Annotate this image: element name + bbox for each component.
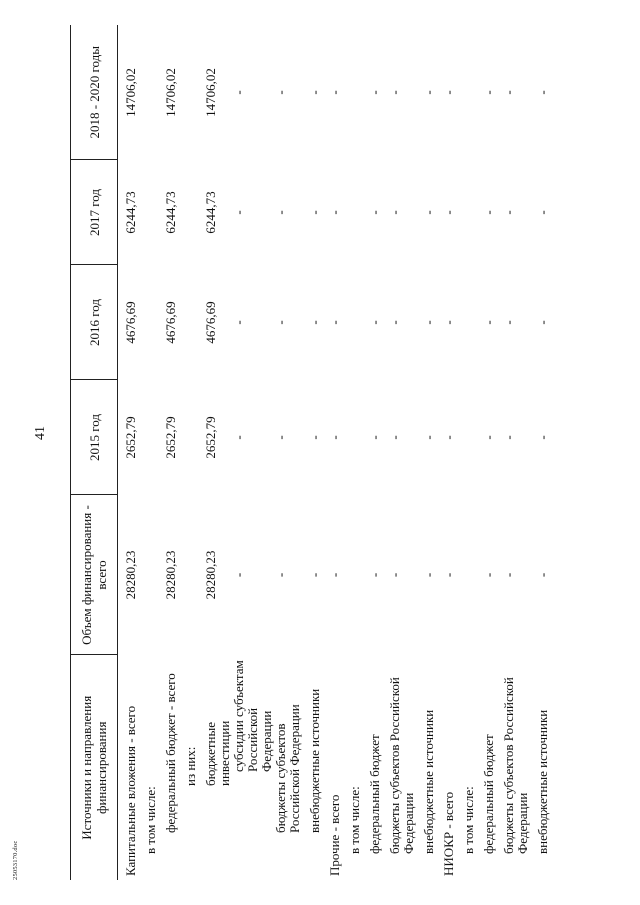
header-total-volume: Объем финансирования - всего — [71, 495, 118, 655]
row-value: - — [421, 90, 436, 95]
row-label-text: бюджетные инвестиции — [203, 720, 232, 786]
row-value: - — [387, 90, 402, 95]
row-value: 2652,79 — [203, 416, 218, 459]
row-label-text: в том числе: — [461, 786, 476, 854]
row-value — [184, 25, 204, 160]
table-row — [308, 25, 328, 880]
row-value — [348, 160, 368, 265]
table-row — [388, 25, 422, 880]
row-value: - — [441, 435, 456, 440]
row-value — [144, 380, 164, 495]
row-label-text: в том числе: — [347, 786, 362, 854]
row-label — [348, 655, 368, 880]
row-value: - — [441, 572, 456, 578]
row-label — [328, 655, 348, 880]
header-2016: 2016 год — [71, 265, 118, 380]
table-row — [118, 25, 145, 880]
row-label — [388, 655, 422, 880]
row-value: 4676,69 — [123, 301, 138, 344]
row-value: - — [327, 210, 342, 215]
row-value — [184, 380, 204, 495]
row-value: - — [535, 572, 550, 578]
header-2015: 2015 год — [71, 380, 118, 495]
row-value: 14706,02 — [123, 68, 138, 117]
row-value — [184, 160, 204, 265]
row-value: - — [387, 435, 402, 440]
row-value — [144, 495, 164, 655]
table-row — [164, 25, 184, 880]
row-label — [204, 655, 232, 880]
row-value: - — [421, 320, 436, 325]
row-value: - — [367, 90, 382, 95]
row-label — [144, 655, 164, 880]
row-value: - — [481, 435, 496, 440]
table-body — [118, 25, 557, 880]
table-row — [144, 25, 164, 880]
row-value — [348, 25, 368, 160]
row-label — [232, 655, 274, 880]
row-value: - — [535, 90, 550, 95]
row-value: - — [387, 320, 402, 325]
row-value: - — [273, 435, 288, 440]
row-label — [422, 655, 442, 880]
row-value: - — [421, 435, 436, 440]
row-value — [144, 160, 164, 265]
row-value: 2652,79 — [123, 416, 138, 459]
row-value: 28280,23 — [123, 550, 138, 600]
row-value: - — [535, 320, 550, 325]
row-label-text: внебюджетные источники — [307, 688, 322, 833]
row-label-text: в том числе: — [143, 786, 158, 854]
row-label-text: бюджеты субъектов Российской Федерации — [387, 677, 416, 854]
row-value: - — [441, 320, 456, 325]
row-label — [482, 655, 502, 880]
table-row — [442, 25, 462, 880]
table-row — [422, 25, 442, 880]
row-value: 14706,02 — [163, 68, 178, 117]
row-label-text: бюджеты субъектов Российской Федерации — [501, 677, 530, 854]
row-label — [118, 655, 145, 880]
row-value: - — [231, 435, 246, 440]
table-row — [232, 25, 274, 880]
row-value: - — [367, 210, 382, 215]
row-label-text: внебюджетные источники — [421, 709, 436, 854]
header-sources: Источники и направления финансирования — [71, 655, 118, 880]
table-row — [184, 25, 204, 880]
row-value: - — [535, 435, 550, 440]
document-code: 25053170.doc — [12, 840, 19, 880]
row-value: - — [481, 572, 496, 578]
row-label — [274, 655, 308, 880]
row-label-text: из них: — [183, 746, 198, 786]
row-value — [184, 265, 204, 380]
row-value: - — [231, 572, 246, 578]
row-value — [462, 160, 482, 265]
row-value: - — [481, 210, 496, 215]
row-value — [348, 380, 368, 495]
row-label-text: Прочие - всего — [327, 794, 342, 876]
row-label — [462, 655, 482, 880]
row-label-text: НИОКР - всего — [441, 791, 456, 876]
row-value — [348, 495, 368, 655]
row-value: - — [307, 90, 322, 95]
table-row — [368, 25, 388, 880]
row-value: - — [387, 210, 402, 215]
row-label — [502, 655, 536, 880]
header-2017: 2017 год — [71, 160, 118, 265]
table-row — [482, 25, 502, 880]
row-value: 4676,69 — [203, 301, 218, 344]
row-value: 6244,73 — [123, 191, 138, 234]
row-value: - — [535, 210, 550, 215]
table-row — [274, 25, 308, 880]
table-row — [328, 25, 348, 880]
row-value — [144, 265, 164, 380]
row-value: - — [327, 320, 342, 325]
row-label-text: федеральный бюджет — [367, 734, 382, 854]
row-label-text: внебюджетные источники — [535, 709, 550, 854]
row-label-text: бюджеты субъектов Российской Федерации — [273, 704, 302, 833]
row-value: - — [307, 210, 322, 215]
row-value: - — [421, 210, 436, 215]
page-number: 41 — [33, 426, 48, 440]
row-value: - — [231, 320, 246, 325]
row-value: - — [501, 572, 516, 578]
row-value: - — [481, 320, 496, 325]
row-value — [144, 25, 164, 160]
header-2018-2020: 2018 - 2020 годы — [71, 25, 118, 160]
row-value: 6244,73 — [203, 191, 218, 234]
row-value: - — [441, 210, 456, 215]
row-value — [348, 265, 368, 380]
row-value: 2652,79 — [163, 416, 178, 459]
row-label-text: Капитальные вложения - всего — [123, 705, 138, 876]
row-value — [462, 380, 482, 495]
row-value — [462, 25, 482, 160]
row-value: - — [367, 435, 382, 440]
row-label — [184, 655, 204, 880]
row-label — [536, 655, 556, 880]
row-value: - — [501, 90, 516, 95]
row-value: - — [273, 572, 288, 578]
row-value: 4676,69 — [163, 301, 178, 344]
row-value — [462, 265, 482, 380]
row-label — [368, 655, 388, 880]
row-value: - — [231, 210, 246, 215]
row-value: - — [307, 320, 322, 325]
row-label — [442, 655, 462, 880]
row-value: - — [327, 90, 342, 95]
rotated-financing-table — [70, 25, 570, 880]
row-value: - — [481, 90, 496, 95]
row-value: 14706,02 — [203, 68, 218, 117]
table-header-row — [71, 25, 118, 880]
row-value: - — [367, 572, 382, 578]
row-value: - — [367, 320, 382, 325]
table-row — [502, 25, 536, 880]
table-row — [348, 25, 368, 880]
row-value: 6244,73 — [163, 191, 178, 234]
financing-table — [70, 25, 556, 880]
table-row — [462, 25, 482, 880]
row-value: - — [273, 320, 288, 325]
row-label — [308, 655, 328, 880]
row-value: - — [307, 572, 322, 578]
row-value: - — [421, 572, 436, 578]
row-label — [164, 655, 184, 880]
table-row — [204, 25, 232, 880]
row-value: - — [501, 210, 516, 215]
row-value — [184, 495, 204, 655]
row-value: - — [327, 435, 342, 440]
row-value: - — [387, 572, 402, 578]
row-label-text: федеральный бюджет — [481, 734, 496, 854]
table-row — [536, 25, 556, 880]
row-value: 28280,23 — [163, 550, 178, 600]
row-value: - — [231, 90, 246, 95]
row-value: - — [273, 210, 288, 215]
row-value: - — [441, 90, 456, 95]
row-label-text: федеральный бюджет - всего — [163, 673, 178, 833]
row-value: - — [501, 320, 516, 325]
row-value: - — [501, 435, 516, 440]
row-value: - — [307, 435, 322, 440]
row-value: - — [327, 572, 342, 578]
row-value: - — [273, 90, 288, 95]
row-value — [462, 495, 482, 655]
row-label-text: субсидии субъектам Российской Федерации — [231, 660, 274, 772]
row-value: 28280,23 — [203, 550, 218, 600]
